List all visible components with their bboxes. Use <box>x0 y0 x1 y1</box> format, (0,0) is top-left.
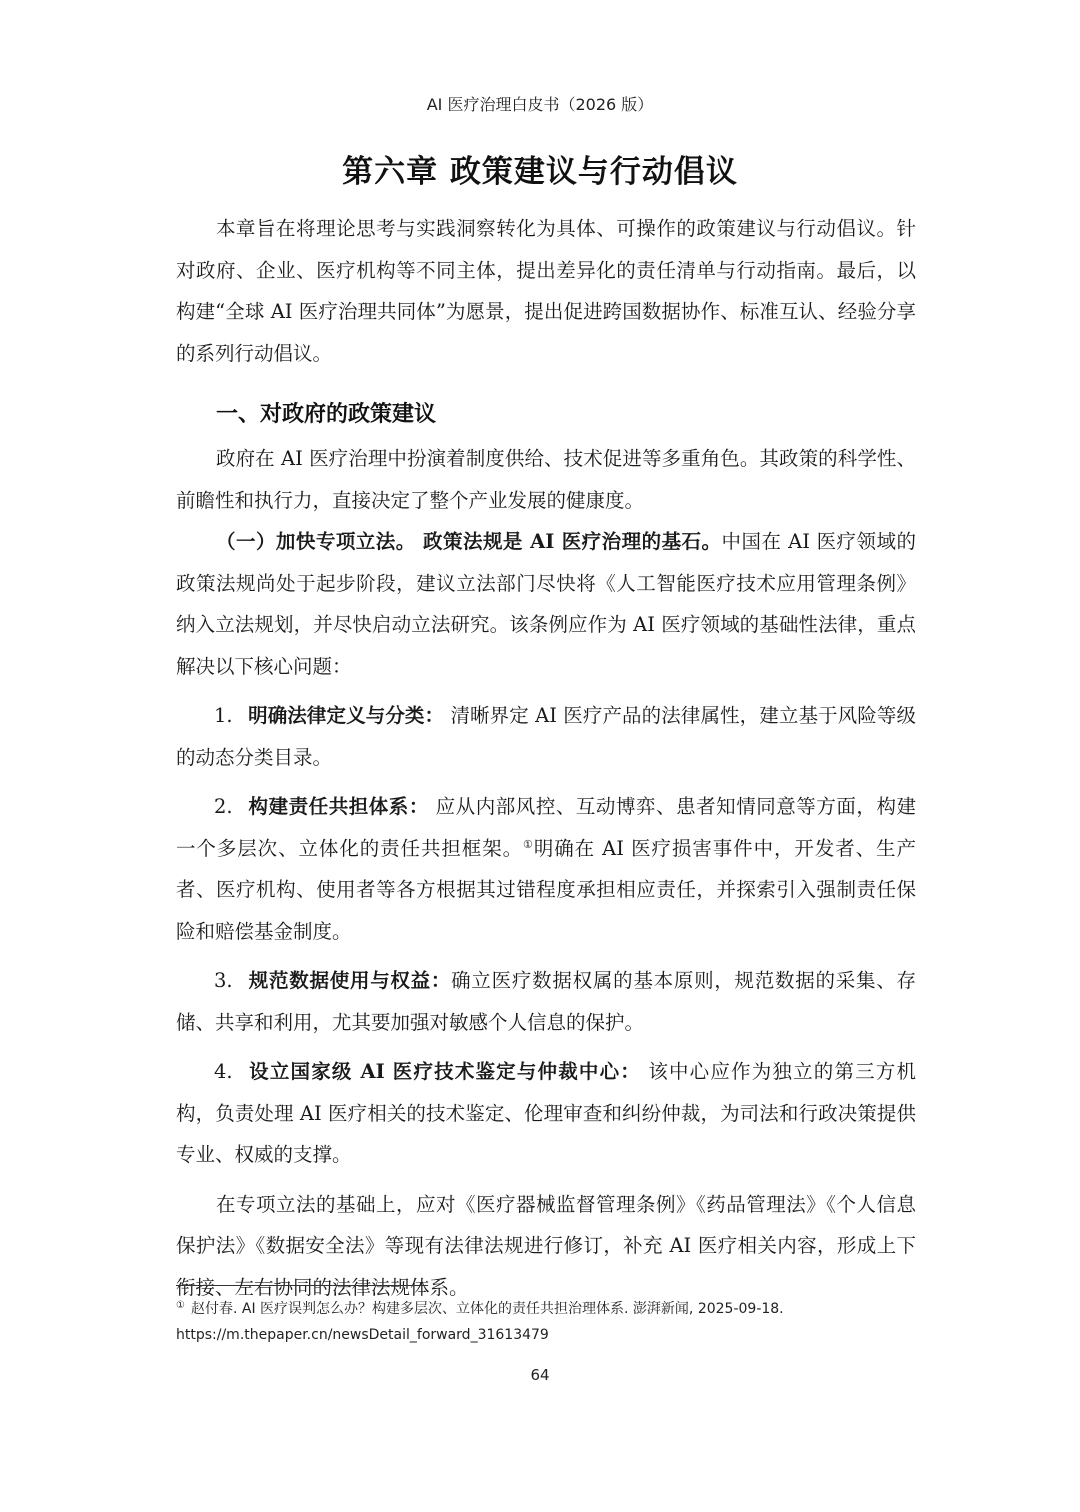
list-item-number: 1. <box>214 704 233 727</box>
footnote-marker: ① <box>176 1300 185 1311</box>
list-item-2 <box>176 786 916 952</box>
subsection-paragraph <box>176 521 916 687</box>
subsection-text: 中国在 AI 医疗领域的政策法规尚处于起步阶段，建议立法部门尽快将《人工智能医疗技术应用管理条例》纳入立法规划，并尽快启动立法研究。该条例应作为 AI 医疗领域的基础性法律，重点解决以下核心问题： <box>176 530 916 678</box>
body-text <box>176 208 916 1308</box>
page-number: 64 <box>530 1366 550 1384</box>
chapter-title: 第六章 政策建议与行动倡议 <box>342 154 738 190</box>
list-item-4 <box>176 1051 916 1176</box>
subsection-label: （一）加快专项立法。 <box>216 530 416 553</box>
footnote <box>176 1296 916 1348</box>
list-item-number: 4. <box>214 1060 233 1083</box>
list-item-3 <box>176 960 916 1043</box>
list-item-number: 2. <box>214 795 233 818</box>
list-item-title: 设立国家级 AI 医疗技术鉴定与仲裁中心： <box>248 1060 641 1083</box>
list-item-1 <box>176 695 916 778</box>
list-item-title: 构建责任共担体系： <box>248 795 429 818</box>
intro-paragraph: 本章旨在将理论思考与实践洞察转化为具体、可操作的政策建议与行动倡议。针对政府、企业、医疗机构等不同主体，提出差异化的责任清单与行动指南。最后，以构建“全球 AI 医疗治理共同体”为愿景，提出促进跨国数据协作、标准互认、经验分享的系列行动倡议。 <box>176 217 916 365</box>
subsection-emphasis: 政策法规是 AI 医疗治理的基石。 <box>415 530 722 553</box>
list-item-title: 明确法律定义与分类： <box>248 704 445 727</box>
footnote-citation: 赵付春. AI 医疗误判怎么办？构建多层次、立体化的责任共担治理体系. 澎湃新闻, 2025-09-18. <box>190 1301 784 1317</box>
list-item-text: 该中心应作为独立的第三方机构，负责处理 AI 医疗相关的技术鉴定、伦理审查和纠纷仲裁，为司法和行政决策提供专业、权威的支撑。 <box>176 1060 916 1166</box>
footnote-url[interactable]: https://m.thepaper.cn/newsDetail_forward_31613479 <box>176 1327 549 1343</box>
list-item-text: 清晰界定 AI 医疗产品的法律属性，建立基于风险等级的动态分类目录。 <box>176 704 916 769</box>
footnote-citation-line <box>176 1296 916 1322</box>
list-item-text-continued: 明确在 AI 医疗损害事件中，开发者、生产者、医疗机构、使用者等各方根据其过错程度承担相应责任，并探索引入强制责任保险和赔偿基金制度。 <box>176 836 916 943</box>
list-item-text: 确立医疗数据权属的基本原则，规范数据的采集、存储、共享和利用，尤其要加强对敏感个人信息的保护。 <box>176 969 916 1034</box>
list-item-number: 3. <box>214 969 233 992</box>
footnote-reference[interactable]: ① <box>523 837 534 851</box>
list-item-title: 规范数据使用与权益： <box>248 969 452 992</box>
running-header: AI 医疗治理白皮书（2026 版） <box>426 95 654 114</box>
section-lead-paragraph: 政府在 AI 医疗治理中扮演着制度供给、技术促进等多重角色。其政策的科学性、前瞻性和执行力，直接决定了整个产业发展的健康度。 <box>176 447 916 512</box>
closing-paragraph: 在专项立法的基础上，应对《医疗器械监督管理条例》《药品管理法》《个人信息保护法》《数据安全法》等现有法律法规进行修订，补充 AI 医疗相关内容，形成上下衔接、左右协同的法律法规体系。 <box>176 1192 916 1299</box>
list-item-text: 应从内部风控、互动博弈、患者知情同意等方面，构建一个多层次、立体化的责任共担框架。 <box>176 795 916 860</box>
footnote-divider <box>176 1285 428 1286</box>
section-heading: 一、对政府的政策建议 <box>216 402 437 427</box>
